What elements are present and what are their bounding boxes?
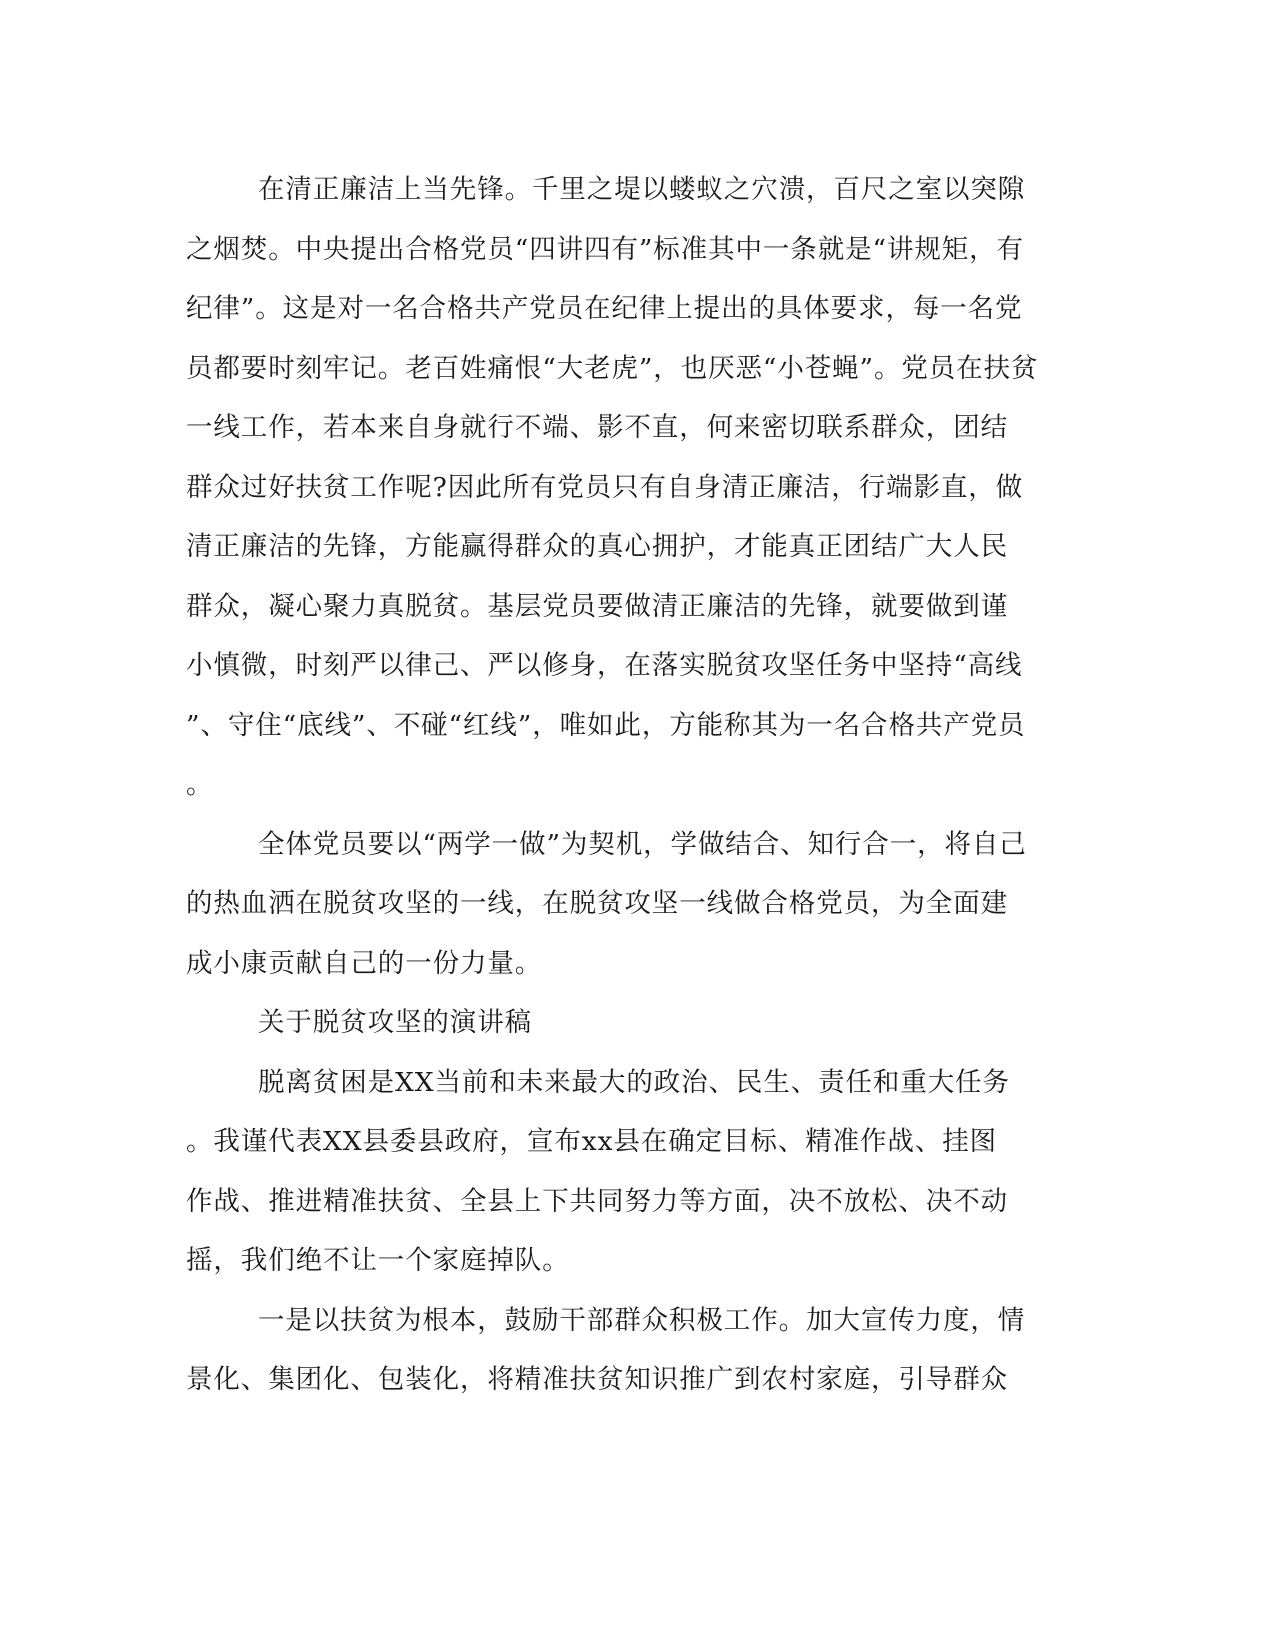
text-line-6: 群众过好扶贫工作呢?因此所有党员只有自身清正廉洁，行端影直，做 [186, 471, 1024, 503]
text-line-13: 的热血洒在脱贫攻坚的一线，在脱贫攻坚一线做合格党员，为全面建 [186, 888, 1008, 919]
text-line-12: 全体党员要以“两学一做”为契机，学做结合、知行合一，将自己 [258, 828, 1027, 860]
text-line-20: 一是以扶贫为根本，鼓励干部群众积极工作。加大宣传力度，情 [258, 1304, 1026, 1336]
text-line-2: 之烟焚。中央提出合格党员“四讲四有”标准其中一条就是“讲规矩，有 [186, 233, 1024, 265]
section-heading: 关于脱贫攻坚的演讲稿 [258, 1007, 532, 1038]
text-line-9: 小慎微，时刻严以律己、严以修身，在落实脱贫攻坚任务中坚持“高线 [186, 650, 1023, 681]
text-line-19: 摇，我们绝不让一个家庭掉队。 [186, 1245, 570, 1276]
text-line-10: ”、守住“底线”、不碰“红线”，唯如此，方能称其为一名合格共产党员 [186, 709, 1026, 741]
text-line-14: 成小康贡献自己的一份力量。 [186, 947, 543, 979]
text-line-11: 。 [186, 769, 214, 800]
text-line-8: 群众，凝心聚力真脱贫。基层党员要做清正廉洁的先锋，就要做到谨 [186, 590, 1008, 622]
document-body [186, 160, 1056, 1410]
text-line-18: 作战、推进精准扶贫、全县上下共同努力等方面，决不放松、决不动 [186, 1185, 1008, 1217]
text-line-4: 员都要时刻牢记。老百姓痛恨“大老虎”，也厌恶“小苍蝇”。党员在扶贫 [186, 352, 1039, 384]
text-line-17: 。我谨代表XX县委县政府，宣布xx县在确定目标、精准作战、挂图 [186, 1126, 998, 1157]
text-line-1: 在清正廉洁上当先锋。千里之堤以蝼蚁之穴溃，百尺之室以突隙 [258, 174, 1026, 205]
text-line-7: 清正廉洁的先锋，方能赢得群众的真心拥护，才能真正团结广大人民 [186, 531, 1008, 562]
text-line-3: 纪律”。这是对一名合格共产党员在纪律上提出的具体要求，每一名党 [186, 293, 1023, 324]
text-line-16: 脱离贫困是XX当前和未来最大的政治、民生、责任和重大任务 [258, 1066, 1010, 1098]
text-line-5: 一线工作，若本来自身就行不端、影不直，何来密切联系群众，团结 [186, 412, 1008, 443]
text-line-21: 景化、集团化、包装化，将精准扶贫知识推广到农村家庭，引导群众 [186, 1364, 1008, 1395]
